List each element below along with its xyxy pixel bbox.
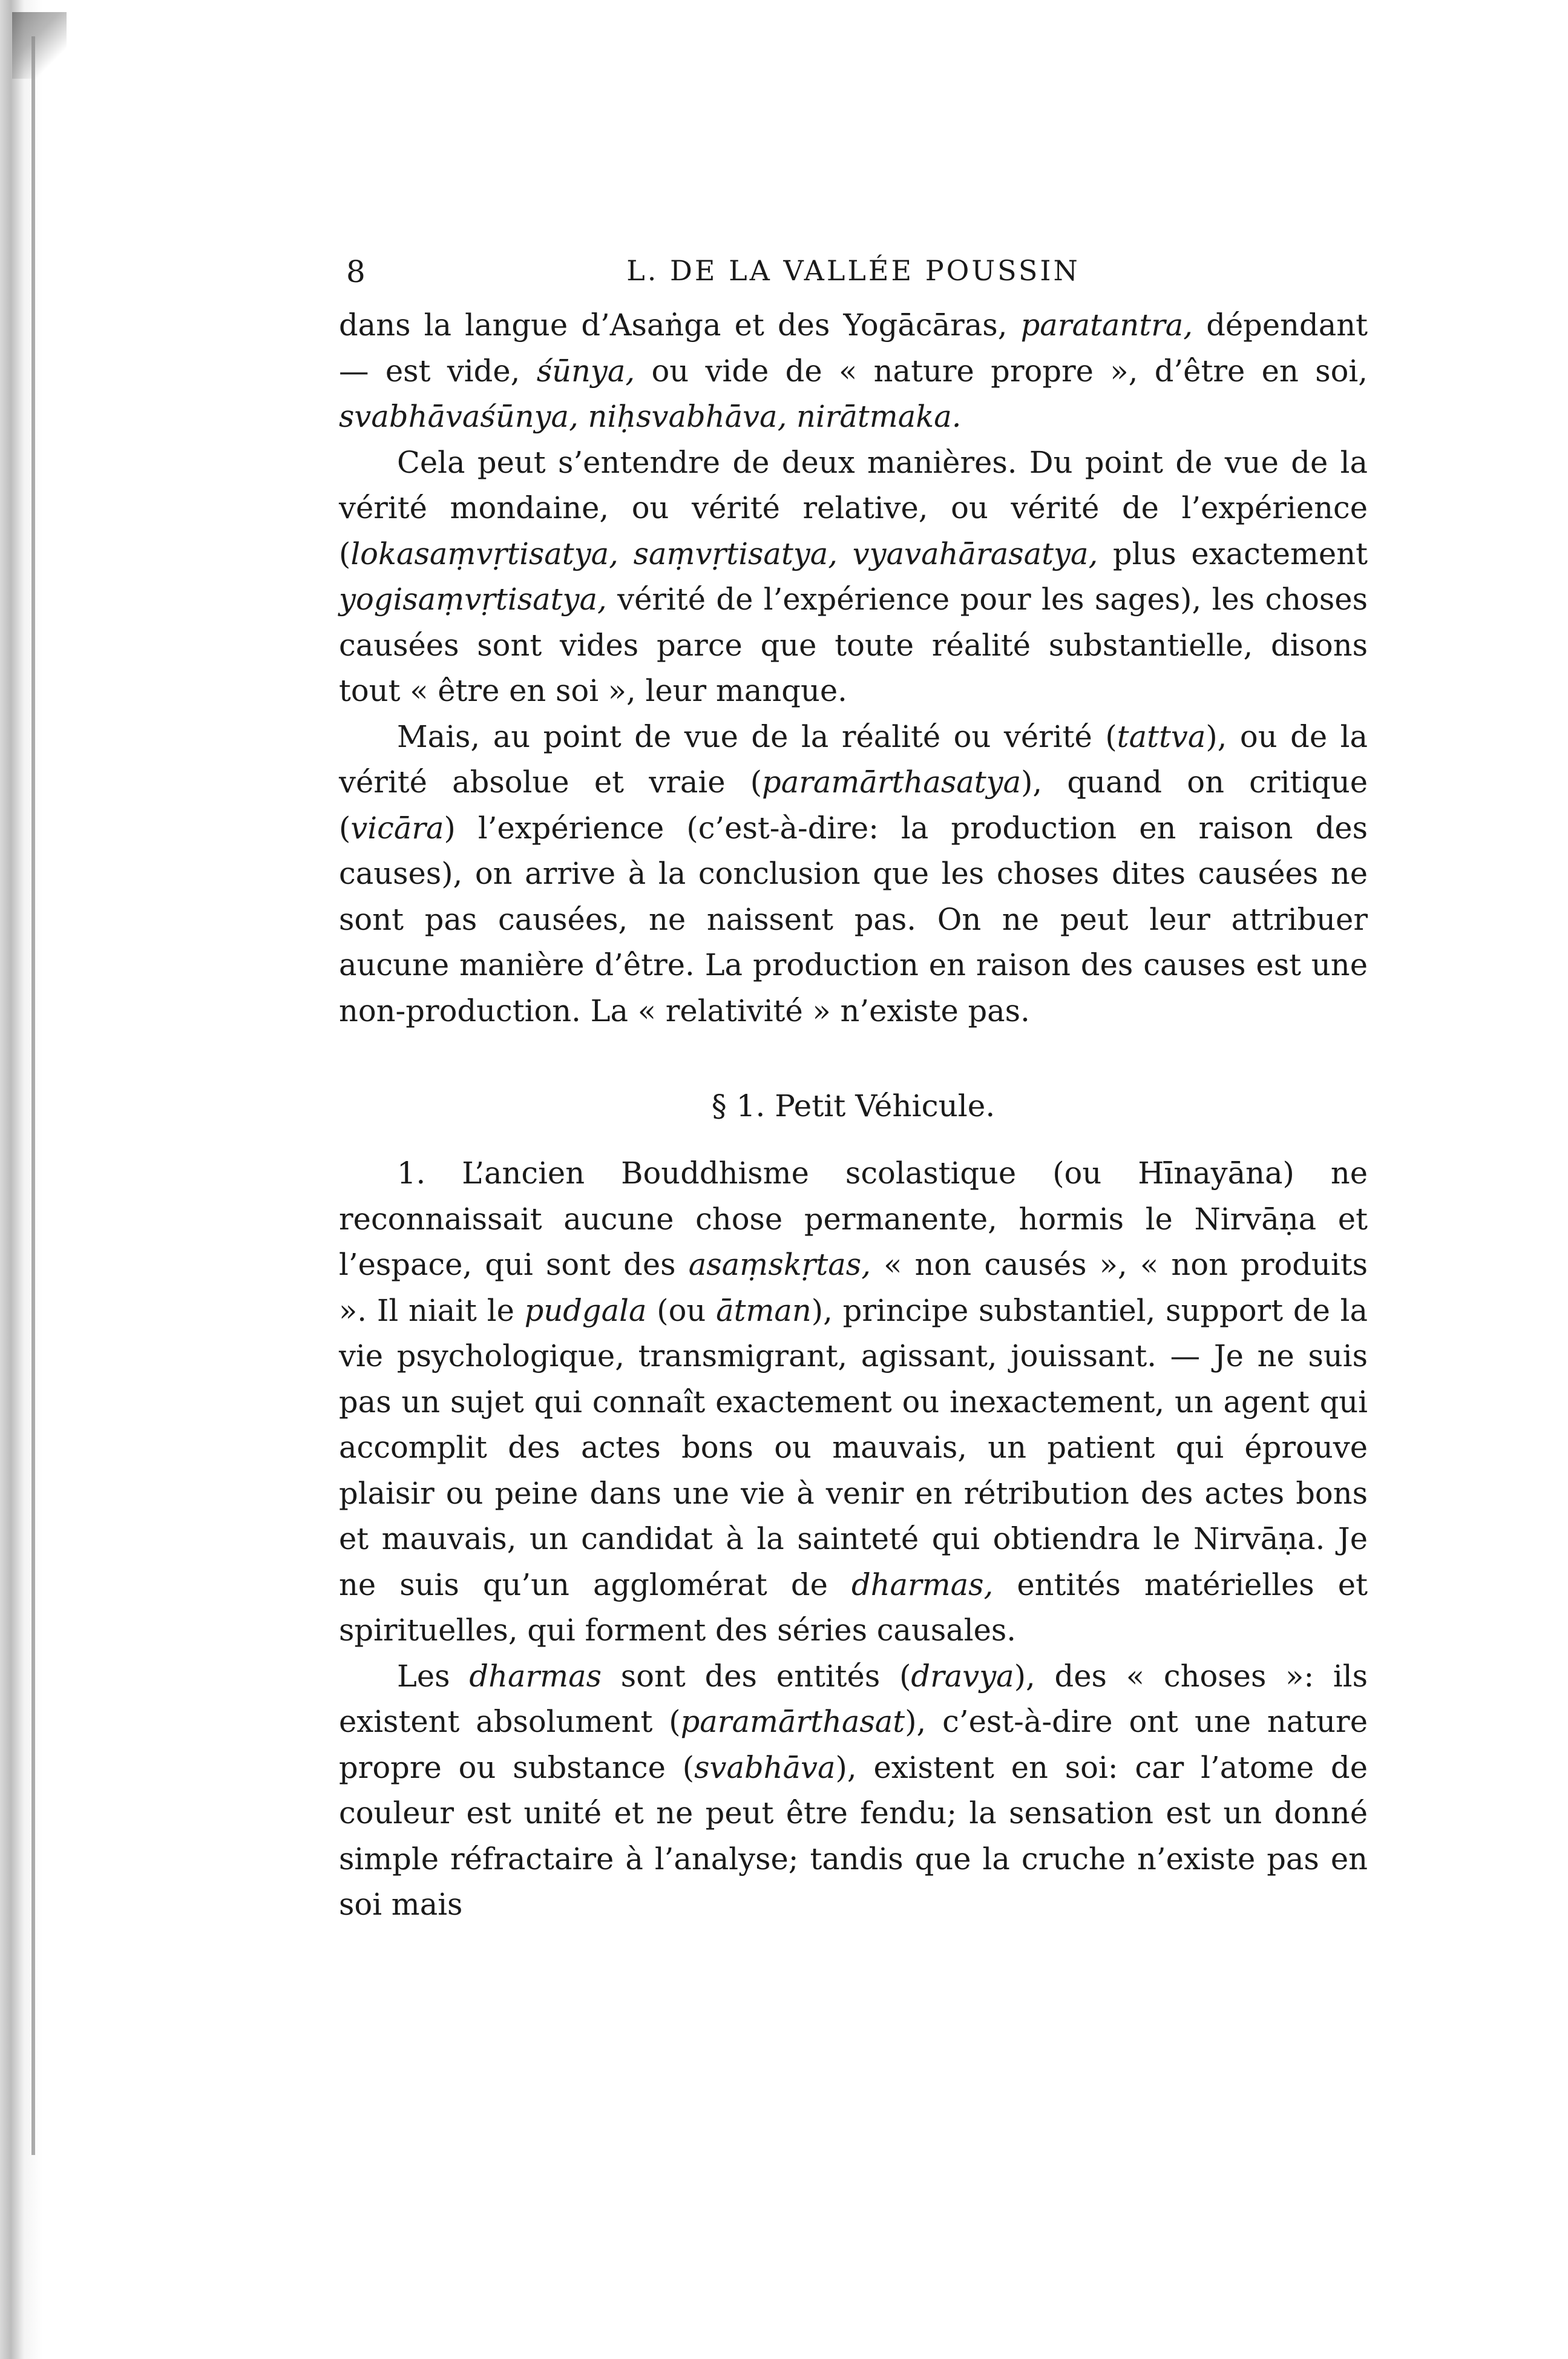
text-run: ) l’expérience (c’est-à-dire: la production en raison des causes), on arrive à la conclusion que les choses dites causées ne sont pas causées, ne naissent pas. On ne peut leur attribuer aucune manière d’être. La production en raison des causes est une non-production. La « relativité » n’existe pas. (339, 810, 1368, 1028)
italic-term: paramārthasatya (762, 765, 1022, 800)
page-number: 8 (346, 254, 366, 289)
corner-scan-mark (12, 12, 67, 79)
text-run: 1. L’ancien Bouddhisme scolastique (ou Hīnayāna) ne reconnaissait aucune chose permanente, hormis le Nirvāṇa et l’espace, qui sont des (339, 1156, 1368, 1282)
italic-term: tattva (1117, 719, 1206, 754)
text-run: vérité de l’expérience pour les sages), les choses causées sont vides parce que toute réalité substantielle, disons tout « être en soi », leur manque. (339, 582, 1368, 708)
running-title: L. DE LA VALLÉE POUSSIN (626, 254, 1080, 287)
italic-term: svabhāvaśūnya, niḥsvabhāva, nirātmaka. (339, 399, 962, 434)
section-body-text (339, 1151, 1368, 1928)
paragraph-3 (339, 714, 1368, 1035)
body-text (339, 303, 1368, 1034)
italic-term: śūnya, (536, 353, 635, 389)
paragraph-5 (339, 1654, 1368, 1928)
text-run: « non causés », « non produits ». Il niait le (339, 1247, 1368, 1328)
italic-term: pudgala (524, 1292, 647, 1328)
text-run: ), principe substantiel, support de la vie psychologique, transmigrant, agissant, jouissant. — Je ne suis pas un sujet qui connaît exactement ou inexactement, un agent qui accomplit des actes bons ou mauvais, un patient qui éprouve plaisir ou peine dans une vie à venir en rétribution des actes bons et mauvais, un candidat à la sainteté qui obtiendra le Nirvāṇa. Je ne suis qu’un agglomérat de (339, 1292, 1368, 1602)
text-run: ), quand on critique ( (339, 765, 1368, 846)
text-run: sont des entités ( (601, 1658, 911, 1694)
page-binding-edge (0, 0, 42, 2359)
text-run: ), ou de la vérité absolue et vraie ( (339, 719, 1368, 800)
text-run: ), des « choses »: ils existent absolument ( (339, 1658, 1368, 1739)
book-page (339, 254, 1368, 1928)
paragraph-1 (339, 303, 1368, 440)
text-run: Cela peut s’entendre de deux manières. Du point de vue de la vérité mondaine, ou vérité relative, ou vérité de l’expérience ( (339, 444, 1368, 571)
italic-term: svabhāva (694, 1749, 836, 1785)
text-run: ), existent en soi: car l’atome de couleur est unité et ne peut être fendu; la sensation est un donné simple réfractaire à l’analyse; tandis que la cruche n’existe pas en soi mais (339, 1749, 1368, 1922)
italic-term: vicāra (350, 810, 444, 846)
paragraph-4 (339, 1151, 1368, 1654)
section-heading: § 1. Petit Véhicule. (711, 1088, 996, 1124)
text-run: dépendant — est vide, (339, 308, 1368, 389)
text-run: (ou (646, 1292, 717, 1328)
text-run: plus exactement (1098, 536, 1368, 571)
paragraph-2 (339, 440, 1368, 714)
text-run: Les (397, 1658, 470, 1694)
italic-term: ātman (716, 1292, 812, 1328)
text-run: ), c’est-à-dire ont une nature propre ou substance ( (339, 1704, 1368, 1785)
italic-term: paratantra, (1020, 308, 1193, 343)
text-run: Mais, au point de vue de la réalité ou vérité ( (397, 719, 1117, 754)
italic-term: yogisaṃvṛtisatya, (339, 582, 607, 617)
italic-term: asaṃskṛtas, (688, 1247, 871, 1282)
italic-term: dravya (911, 1658, 1014, 1694)
binding-shadow-line (31, 36, 35, 2155)
text-run: entités matérielles et spirituelles, qui forment des séries causales. (339, 1567, 1368, 1648)
text-run: dans la langue d’Asaṅga et des Yogācāras, (339, 308, 1021, 343)
running-head (339, 254, 1368, 303)
italic-term: dharmas, (851, 1567, 994, 1602)
italic-term: paramārthasat (680, 1704, 905, 1739)
text-run: ou vide de « nature propre », d’être en soi, (635, 353, 1368, 389)
italic-term: lokasaṃvṛtisatya, saṃvṛtisatya, vyavahārasatya, (350, 536, 1098, 571)
italic-term: dharmas (469, 1658, 602, 1694)
